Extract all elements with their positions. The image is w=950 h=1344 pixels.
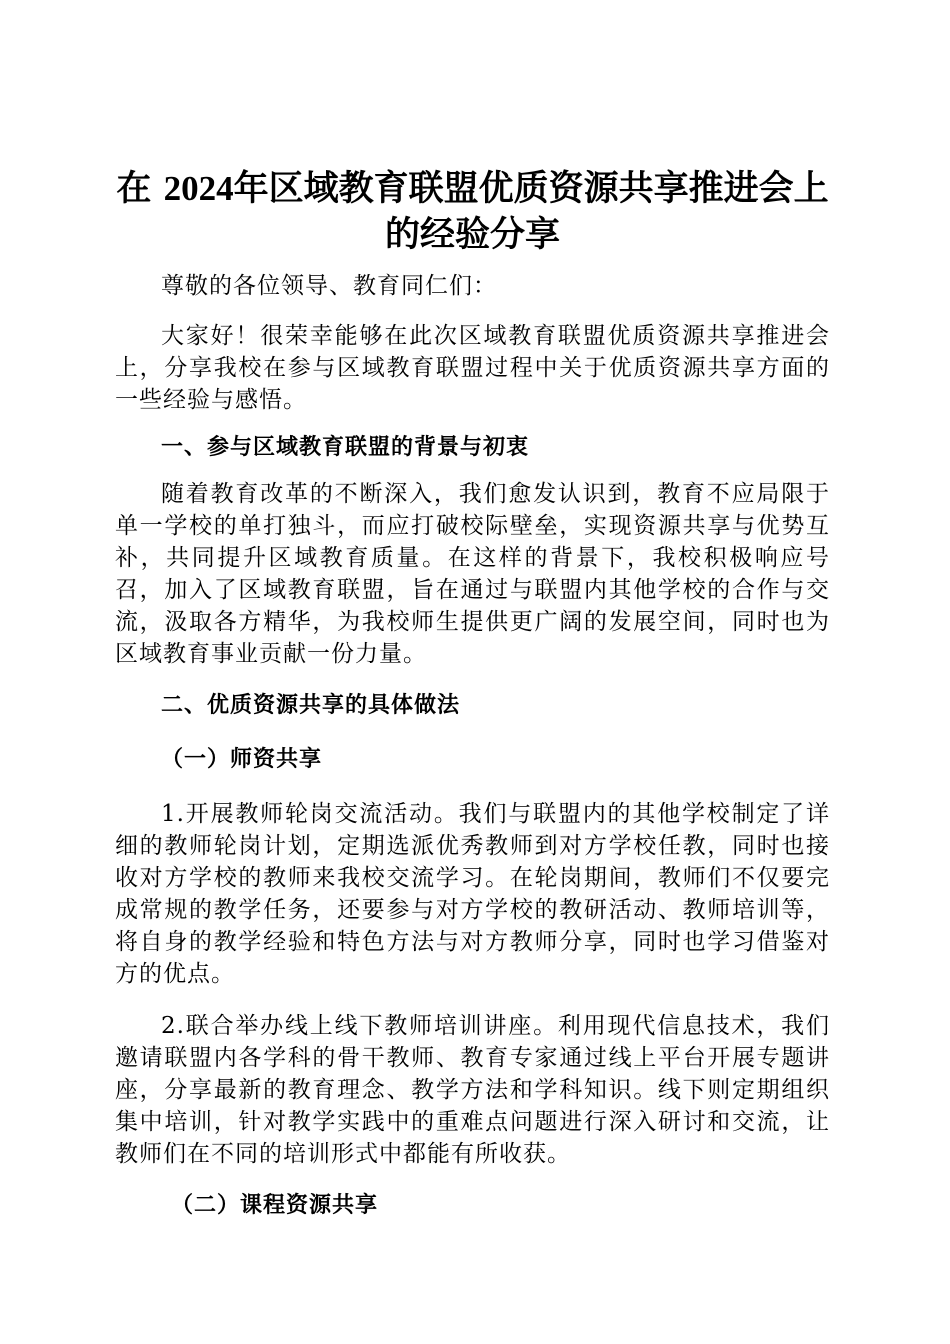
section-heading-background: 一、参与区域教育联盟的背景与初衷: [161, 435, 530, 460]
document-title: [105, 166, 840, 258]
title-rest: 年区域教育联盟优质资源共享推进会上的经验分享: [233, 168, 829, 255]
teacher-rotation-paragraph: 1.开展教师轮岗交流活动。我们与联盟内的其他学校制定了详细的教师轮岗计划，定期选派优秀教师到对方学校任教，同时也接收对方学校的教师来我校交流学习。在轮岗期间，教师们不仅要完成常规的教学任务，还要参与对方学校的教研活动、教师培训等，将自身的教学经验和特色方法与对方教师分享，同时也学习借鉴对方的优点。: [115, 801, 830, 987]
salutation: 尊敬的各位领导、教育同仁们：: [161, 273, 497, 299]
document-page: [115, 166, 830, 1222]
title-prefix: 在: [116, 168, 164, 209]
subsection-heading-teacher-sharing: （一）师资共享: [161, 747, 323, 772]
title-year: 2024: [163, 169, 234, 208]
intro-paragraph: 大家好！很荣幸能够在此次区域教育联盟优质资源共享推进会上，分享我校在参与区域教育联盟过程中关于优质资源共享方面的一些经验与感悟。: [115, 323, 830, 413]
section-background-paragraph: 随着教育改革的不断深入，我们愈发认识到，教育不应局限于单一学校的单打独斗，而应打破校际壁垒，实现资源共享与优势互补，共同提升区域教育质量。在这样的背景下，我校积极响应号召，加入了区域教育联盟，旨在通过与联盟内其他学校的合作与交流，汲取各方精华，为我校师生提供更广阔的发展空间，同时也为区域教育事业贡献一份力量。: [115, 481, 830, 667]
section-heading-practices: 二、优质资源共享的具体做法: [161, 693, 461, 718]
subsection-heading-course-sharing: （二）课程资源共享: [171, 1193, 379, 1218]
teacher-training-paragraph: 2.联合举办线上线下教师培训讲座。利用现代信息技术，我们邀请联盟内各学科的骨干教师、教育专家通过线上平台开展专题讲座，分享最新的教育理念、教学方法和学科知识。线下则定期组织集中培训，针对教学实践中的重难点问题进行深入研讨和交流，让教师们在不同的培训形式中都能有所收获。: [115, 1013, 830, 1167]
